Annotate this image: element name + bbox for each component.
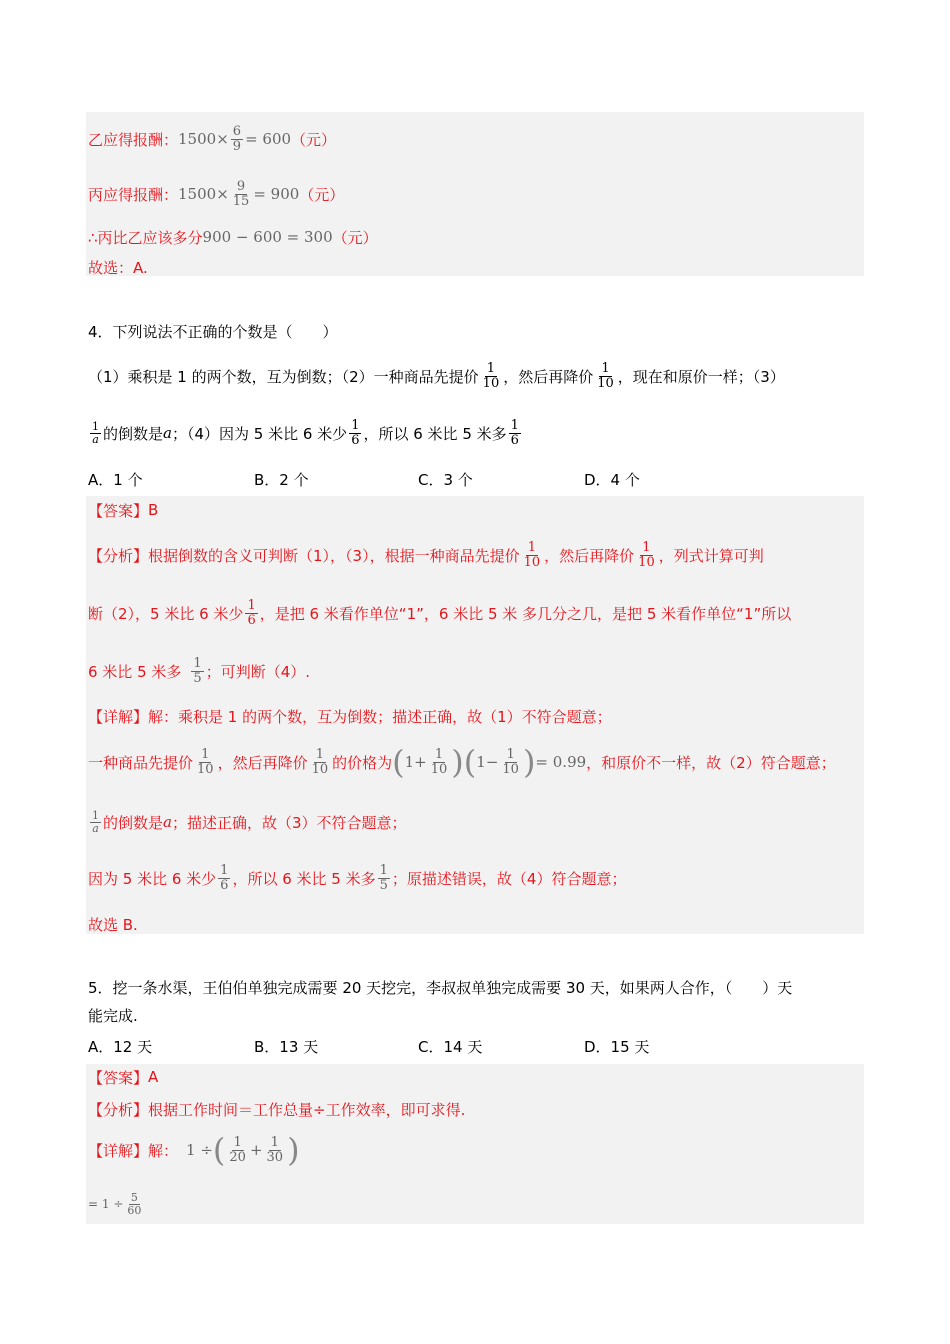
q4-detail-line-4: 因为 5 米比 6 米少 $\frac{1}{6}$ ，所以 6 米比 5 米多 $\frac{1}{5}$ ；原描述错误，故（4）符合题意； bbox=[88, 862, 627, 893]
unit-yuan: （元） bbox=[332, 228, 378, 247]
q5-options bbox=[88, 1036, 848, 1056]
q5-option-c[interactable]: C．14 天 bbox=[418, 1038, 483, 1056]
bing-payment-line bbox=[88, 178, 344, 210]
times-sign: × bbox=[216, 185, 229, 203]
fraction-1-6: $\frac{1}{6}$ bbox=[220, 862, 229, 893]
fraction-9-15: $\frac{9}{15}$ bbox=[232, 178, 250, 209]
fraction-1-6: $\frac{1}{6}$ bbox=[510, 417, 519, 448]
q4-option-a[interactable]: A．1 个 bbox=[88, 471, 143, 489]
fraction-1-5: $\frac{1}{5}$ bbox=[193, 655, 202, 686]
q4-choice: 故选 B. bbox=[88, 915, 138, 934]
fraction-1-30: $\frac{1}{30}$ bbox=[266, 1134, 284, 1165]
q4-answer: 【答案】 B bbox=[88, 501, 159, 520]
q4-detail-line-1: 【详解】 解：乘积是 1 的两个数，互为倒数；描述正确，故（1）不符合题意； bbox=[88, 707, 612, 726]
fraction-1-6: $\frac{1}{6}$ bbox=[351, 417, 360, 448]
fraction-1-6: $\frac{1}{6}$ bbox=[247, 597, 256, 628]
choice-line-q3: 故选：A. bbox=[88, 258, 148, 277]
q5-detail-step-2: = 1 ÷ $\frac{5}{60}$ bbox=[88, 1190, 142, 1217]
unit-yuan: （元） bbox=[299, 185, 345, 204]
q4-option-d[interactable]: D．4 个 bbox=[584, 471, 640, 489]
q5-stem-line-1: 5．挖一条水渠，王伯伯单独完成需要 20 天挖完，李叔叔单独完成需要 30 天，如果两人合作，（ ）天 bbox=[88, 978, 793, 997]
q5-answer: 【答案】 A bbox=[88, 1068, 159, 1087]
q4-option-c[interactable]: C．3 个 bbox=[418, 471, 473, 489]
bing-label: 丙应得报酬： bbox=[88, 185, 179, 204]
fraction-1-10: $\frac{1}{10}$ bbox=[502, 746, 519, 777]
fraction-1-a: $\frac{1}{a}$ bbox=[92, 808, 99, 835]
q4-detail-line-3: $\frac{1}{a}$ 的倒数是 a ；描述正确，故（3）不符合题意； bbox=[92, 808, 407, 835]
fraction-1-20: $\frac{1}{20}$ bbox=[229, 1134, 246, 1165]
bing-result: = 900 bbox=[253, 185, 300, 203]
fraction-1-10: $\frac{1}{10}$ bbox=[311, 746, 329, 777]
yi-payment-line bbox=[88, 124, 336, 154]
q4-statement-line-2: $\frac{1}{a}$ 的倒数是 a ；（4）因为 5 米比 6 米少 $\frac{1}{6}$ ，所以 6 米比 5 米多 $\frac{1}{6}$ bbox=[92, 417, 519, 448]
q4-analysis-line-3: 6 米比 5 米多 $\frac{1}{5}$ ；可判断（4）. bbox=[88, 655, 310, 686]
bing-amount: 1500 bbox=[178, 185, 217, 203]
q4-detail-line-2: 一种商品先提价 $\frac{1}{10}$ ，然后再降价 $\frac{1}{10}$ 的价格为 ( 1 + $\frac{1}{10}$ )( 1 − $\frac{1}{10}$ ) = 0.99 ，和原价不一样，故（2）符合题意； bbox=[88, 743, 836, 781]
q4-analysis-line-1: 【分析】 根据倒数的含义可判断（1），（3），根据一种商品先提价 $\frac{1}{10}$ ，然后再降价 $\frac{1}{10}$ ，列式计算可判 bbox=[88, 539, 764, 570]
fraction-1-10: $\frac{1}{10}$ bbox=[597, 360, 614, 391]
q5-option-d[interactable]: D．15 天 bbox=[584, 1038, 650, 1056]
fraction-1-10: $\frac{1}{10}$ bbox=[430, 746, 448, 777]
q5-stem-line-2: 能完成. bbox=[88, 1006, 138, 1025]
fraction-1-10: $\frac{1}{10}$ bbox=[638, 539, 655, 570]
difference-label: ∴丙比乙应该多分 bbox=[88, 228, 203, 247]
unit-yuan: （元） bbox=[291, 130, 337, 149]
q4-analysis-line-2: 断（2），5 米比 6 米少 $\frac{1}{6}$ ，是把 6 米看作单位“1”，6 米比 5 米 多几分之几，是把 5 米看作单位“1”所以 bbox=[88, 597, 792, 628]
yi-label: 乙应得报酬： bbox=[88, 130, 179, 149]
q4-statement-line-1: （1）乘积是 1 的两个数，互为倒数；（2）一种商品先提价 $\frac{1}{10}$ ，然后再降价 $\frac{1}{10}$ ，现在和原价一样；（3） bbox=[88, 360, 785, 391]
fraction-1-10: $\frac{1}{10}$ bbox=[197, 746, 214, 777]
q5-option-b[interactable]: B．13 天 bbox=[254, 1038, 319, 1056]
fraction-1-10: $\frac{1}{10}$ bbox=[482, 360, 500, 391]
fraction-5-60: $\frac{5}{60}$ bbox=[127, 1190, 142, 1217]
fraction-6-9: $\frac{6}{9}$ bbox=[232, 123, 242, 154]
q4-option-b[interactable]: B．2 个 bbox=[254, 471, 309, 489]
fraction-1-a: $\frac{1}{a}$ bbox=[92, 419, 99, 446]
q5-option-a[interactable]: A．12 天 bbox=[88, 1038, 153, 1056]
fraction-1-10: $\frac{1}{10}$ bbox=[523, 539, 541, 570]
q4-stem: 4．下列说法不正确的个数是（ ） bbox=[88, 322, 338, 341]
yi-result: = 600 bbox=[245, 130, 292, 148]
difference-expr: 900 − 600 = 300 bbox=[202, 228, 333, 246]
yi-amount: 1500 bbox=[178, 130, 217, 148]
difference-line bbox=[88, 226, 378, 248]
times-sign: × bbox=[216, 130, 229, 148]
q5-detail: 【详解】 解： 1 ÷ ( $\frac{1}{20}$ + $\frac{1}{30}$ ) bbox=[88, 1131, 300, 1169]
q4-options bbox=[88, 469, 848, 489]
fraction-1-5: $\frac{1}{5}$ bbox=[379, 862, 388, 893]
q5-analysis: 【分析】 根据工作时间＝工作总量÷工作效率，即可求得. bbox=[88, 1100, 466, 1119]
